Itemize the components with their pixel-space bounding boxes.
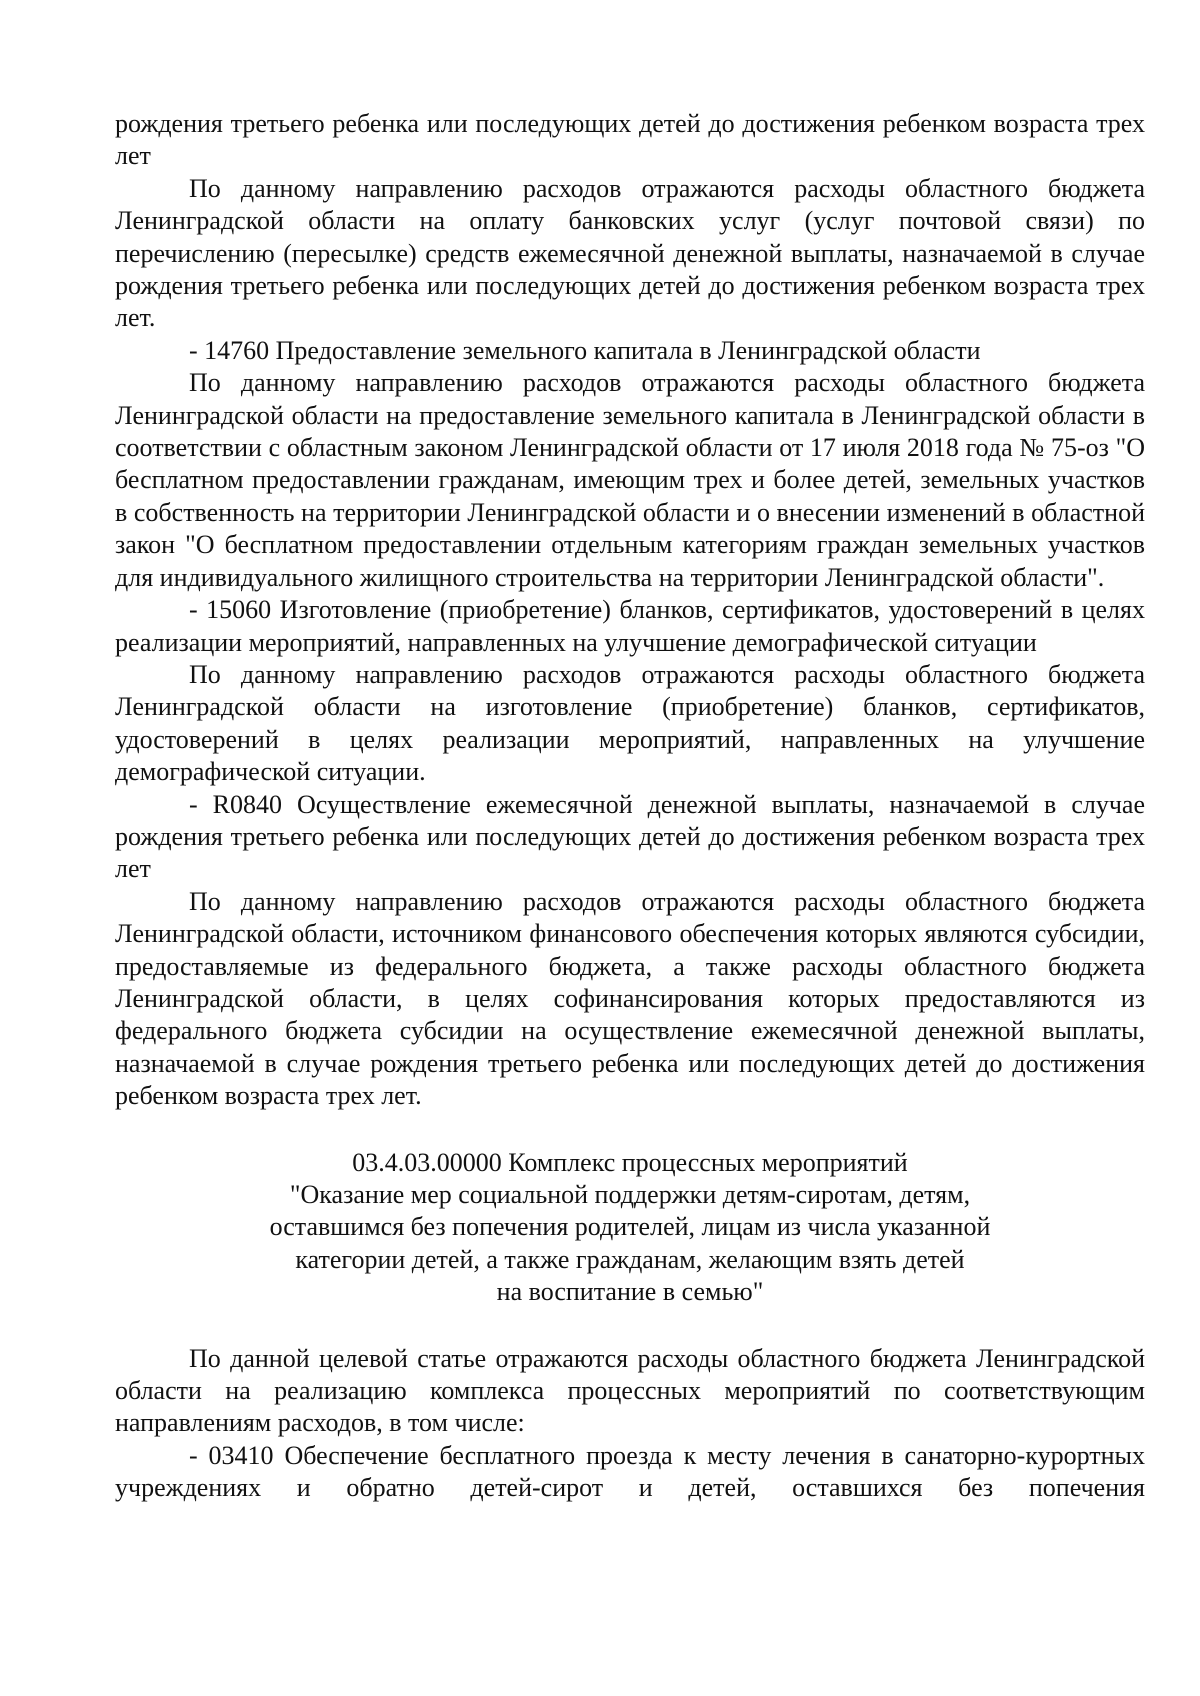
paragraph: По данному направлению расходов отражаются расходы областного бюджета Ленинградской области на изготовление (приобретение) бланков, сертификатов, удостоверений в целях реализации мероприятий, направленных на улучшение демографической ситуации. xyxy=(115,659,1145,787)
paragraph: По данной целевой статье отражаются расходы областного бюджета Ленинградской области на реализацию комплекса процессных мероприятий по соответствующим направлениям расходов, в том числе: xyxy=(115,1343,1145,1438)
section-heading xyxy=(115,1147,1145,1309)
heading-line: 03.4.03.00000 Комплекс процессных мероприятий xyxy=(352,1147,908,1177)
document-page xyxy=(115,108,1145,1505)
paragraph-item-14760: - 14760 Предоставление земельного капитала в Ленинградской области xyxy=(189,335,981,365)
heading-line: категории детей, а также гражданам, желающим взять детей xyxy=(295,1244,965,1274)
paragraph: рождения третьего ребенка или последующих детей до достижения ребенком возраста трех лет xyxy=(115,109,1145,171)
paragraph: По данному направлению расходов отражаются расходы областного бюджета Ленинградской области на оплату банковских услуг (услуг почтовой связи) по перечислению (пересылке) средств ежемесячной денежной выплаты, назначаемой в случае рождения третьего ребенка или последующих детей до достижения ребенком возраста трех лет. xyxy=(115,173,1145,333)
heading-line: оставшимся без попечения родителей, лицам из числа указанной xyxy=(269,1212,991,1242)
paragraphs-top xyxy=(115,108,1145,1113)
paragraph: По данному направлению расходов отражаются расходы областного бюджета Ленинградской области, источником финансового обеспечения которых являются субсидии, предоставляемые из федерального бюджета, а также расходы областного бюджета Ленинградской области, в целях софинансирования которых предоставляются из федерального бюджета субсидии на осуществление ежемесячной денежной выплаты, назначаемой в случае рождения третьего ребенка или последующих детей до достижения ребенком возраста трех лет. xyxy=(115,886,1145,1111)
heading-line: "Оказание мер социальной поддержки детям-сиротам, детям, xyxy=(289,1180,971,1209)
spacer xyxy=(115,1309,1145,1343)
paragraph-item-15060: - 15060 Изготовление (приобретение) бланков, сертификатов, удостоверений в целях реализации мероприятий, направленных на улучшение демографической ситуации xyxy=(115,595,1145,657)
paragraph: По данному направлению расходов отражаются расходы областного бюджета Ленинградской области на предоставление земельного капитала в Ленинградской области в соответствии с областным законом Ленинградской области от 17 июля 2018 года № 75-оз "О бесплатном предоставлении гражданам, имеющим трех и более детей, земельных участков в собственность на территории Ленинградской области и о внесении изменений в областной закон "О бесплатном предоставлении отдельным категориям граждан земельных участков для индивидуального жилищного строительства на территории Ленинградской области". xyxy=(115,368,1145,592)
heading-line: на воспитание в семью" xyxy=(496,1277,764,1307)
spacer xyxy=(115,1113,1145,1147)
paragraph-item-03410: - 03410 Обеспечение бесплатного проезда к месту лечения в санаторно-курортных учреждениях и обратно детей-сирот и детей, оставшихся без попечения xyxy=(115,1440,1145,1503)
paragraph-item-r0840: - R0840 Осуществление ежемесячной денежной выплаты, назначаемой в случае рождения третьего ребенка или последующих детей до достижения ребенком возраста трех лет xyxy=(115,789,1145,884)
paragraphs-bottom xyxy=(115,1343,1145,1505)
